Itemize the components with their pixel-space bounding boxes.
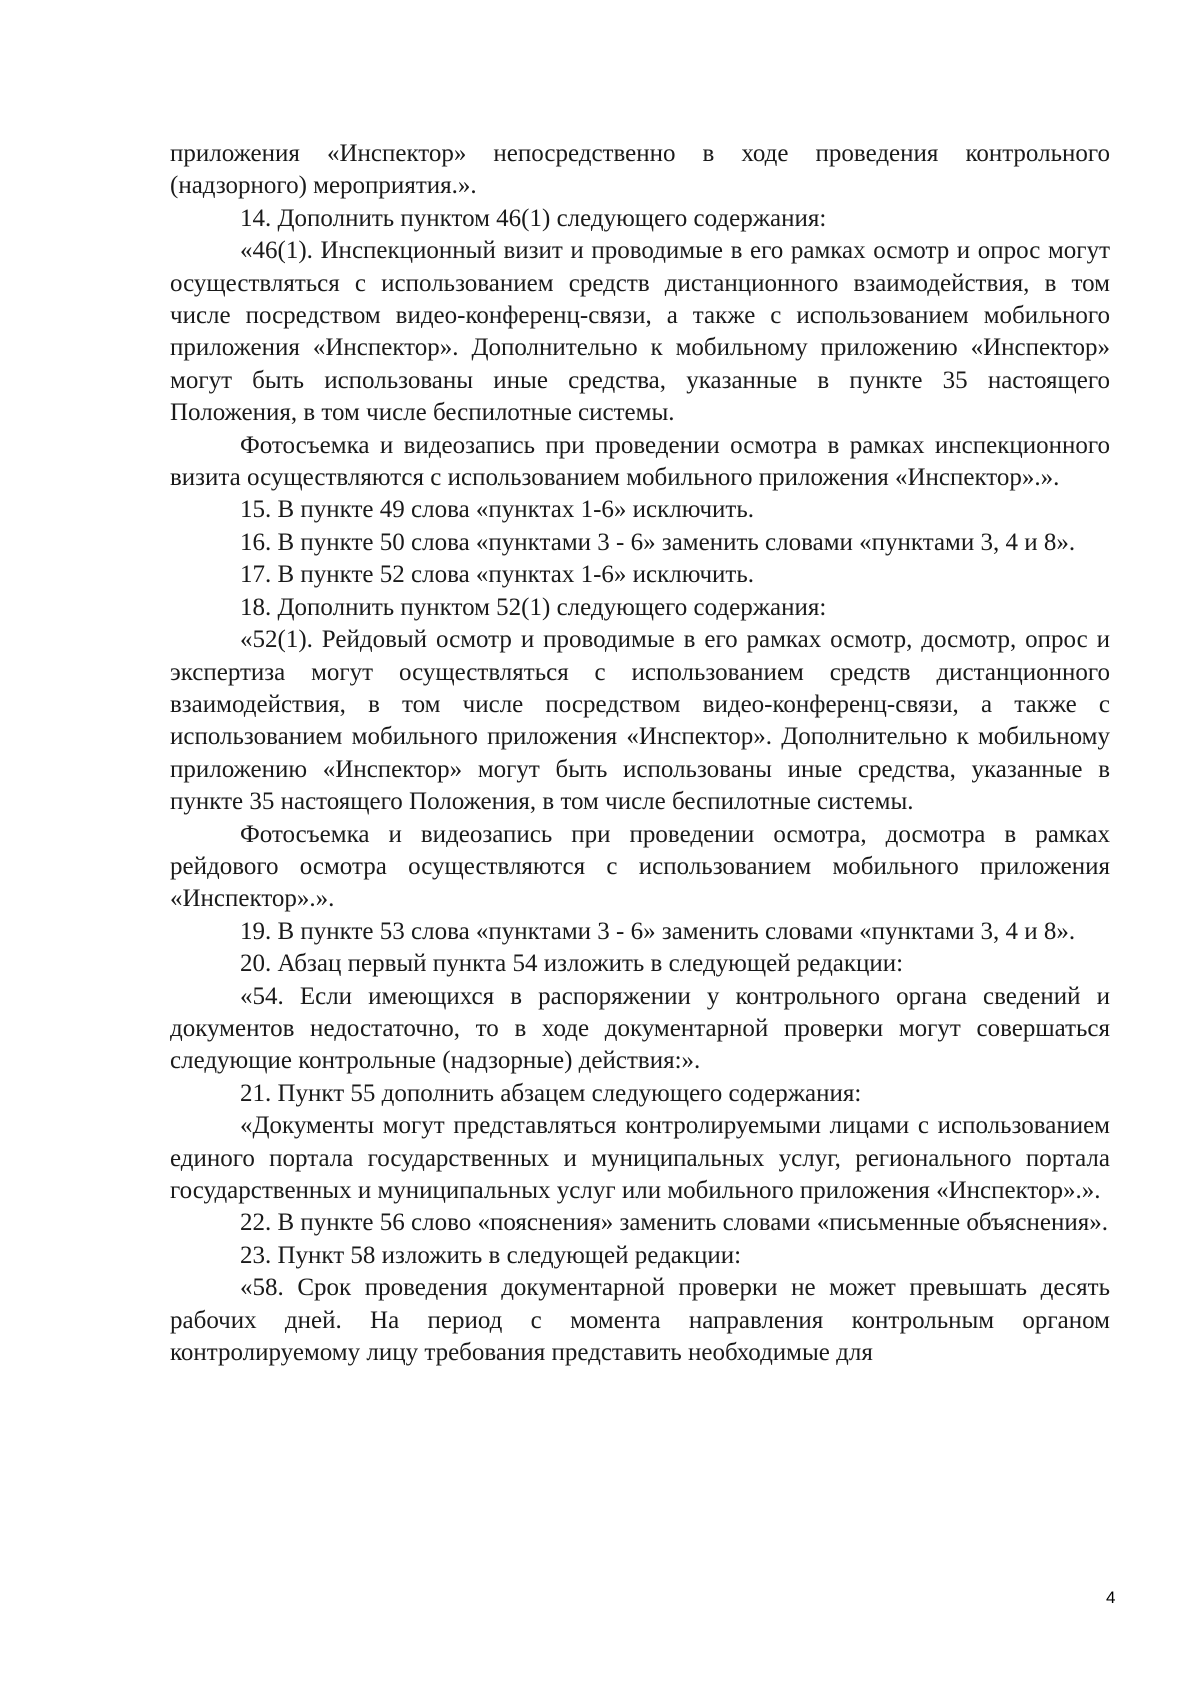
paragraph-item-22: 22. В пункте 56 слово «пояснения» заменить словами «письменные объяснения».: [240, 1209, 1108, 1237]
paragraph-item-14: 14. Дополнить пунктом 46(1) следующего содержания:: [240, 204, 827, 232]
paragraph-item-55-text: «Документы могут представляться контролируемыми лицами с использованием единого портала государственных и муниципальных услуг, регионального портала государственных и муниципальных услуг или мобильного приложения «Инспектор».».: [170, 1112, 1110, 1204]
paragraph-item-54-text: «54. Если имеющихся в распоряжении у контрольного органа сведений и документов недостаточно, то в ходе документарной проверки могут совершаться следующие контрольные (надзорные) действия:».: [170, 982, 1110, 1075]
paragraph-item-58-text: «58. Срок проведения документарной проверки не может превышать десять рабочих дней. На период с момента направления контрольным органом контролируемому лицу требования представить необходимые для: [170, 1274, 1110, 1367]
paragraph-item-52-1-photo: Фотосъемка и видеозапись при проведении осмотра, досмотра в рамках рейдового осмотра осуществляются с использованием мобильного приложения «Инспектор».».: [170, 820, 1110, 913]
paragraph-item-17: 17. В пункте 52 слова «пунктах 1-6» исключить.: [240, 561, 754, 589]
paragraph-item-46-1-text: «46(1). Инспекционный визит и проводимые в его рамках осмотр и опрос могут осуществляться с использованием средств дистанционного взаимодействия, в том числе посредством видео-конференц-связи, а также с использованием мобильного приложения «Инспектор». Дополнительно к мобильному приложению «Инспектор» могут быть использованы иные средства, указанные в пункте 35 настоящего Положения, в том числе беспилотные системы.: [170, 237, 1110, 427]
paragraph-item-21: 21. Пункт 55 дополнить абзацем следующего содержания:: [240, 1079, 862, 1107]
paragraph-continuation: приложения «Инспектор» непосредственно в ходе проведения контрольного (надзорного) мероприятия.».: [170, 140, 1110, 200]
paragraph-item-46-1-photo: Фотосъемка и видеозапись при проведении осмотра в рамках инспекционного визита осуществляются с использованием мобильного приложения «Инспектор».».: [170, 431, 1110, 492]
paragraph-item-15: 15. В пункте 49 слова «пунктах 1-6» исключить.: [240, 496, 754, 524]
paragraph-item-23: 23. Пункт 58 изложить в следующей редакции:: [240, 1241, 742, 1269]
paragraph-item-52-1-text: «52(1). Рейдовый осмотр и проводимые в его рамках осмотр, досмотр, опрос и экспертиза могут осуществляться с использованием средств дистанционного взаимодействия, в том числе посредством видео-конференц-связи, а также с использованием мобильного приложения «Инспектор». Дополнительно к мобильному приложению «Инспектор» могут быть использованы иные средства, указанные в пункте 35 настоящего Положения, в том числе беспилотные системы.: [170, 626, 1110, 816]
paragraph-item-18: 18. Дополнить пунктом 52(1) следующего содержания:: [240, 593, 827, 621]
page-number: 4: [1106, 1588, 1116, 1607]
paragraph-item-16: 16. В пункте 50 слова «пунктами 3 - 6» заменить словами «пунктами 3, 4 и 8».: [240, 528, 1076, 556]
paragraph-item-20: 20. Абзац первый пункта 54 изложить в следующей редакции:: [240, 950, 904, 978]
paragraph-item-19: 19. В пункте 53 слова «пунктами 3 - 6» заменить словами «пунктами 3, 4 и 8».: [240, 917, 1076, 945]
document-body: [170, 138, 1110, 1369]
